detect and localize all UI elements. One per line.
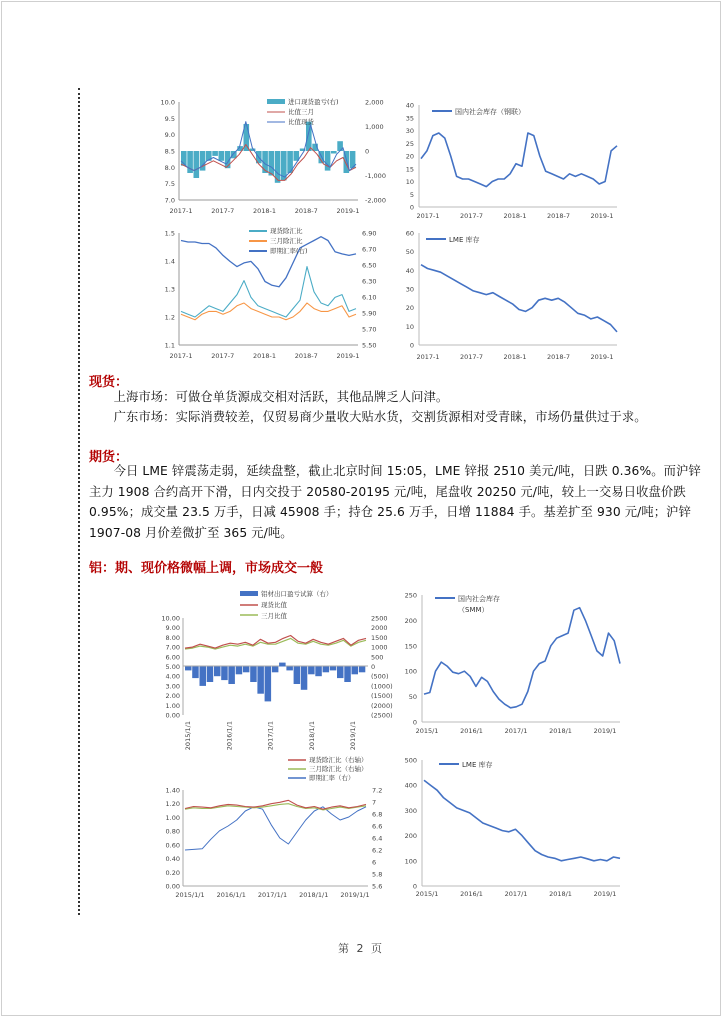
y-tick-label: 500 [404,756,417,765]
y-tick-label: 2500 [371,614,388,623]
y-tick-label: 20 [405,304,414,313]
x-tick-label: 2019-1 [336,207,360,215]
bar-export-margin [344,667,351,683]
y-tick-label: 6.90 [362,229,377,238]
y-tick-label: 1.4 [164,257,175,266]
legend-spot: 现货除汇比 [270,227,303,235]
line-fx-rate [185,807,366,850]
line-social-inventory [424,608,620,708]
aluminum-export-margin-chart [150,585,393,751]
bar-export-margin [301,667,308,690]
bar-export-margin [286,667,293,671]
line-lme-inventory [424,780,620,861]
y-tick-label: 0.00 [165,882,180,891]
legend-label: 国内社会库存 [458,595,500,603]
x-tick-label: 2018-1 [503,353,527,361]
spot-heading: 现货： [89,375,129,390]
legend-fx: 即期汇率(右) [270,247,308,255]
legend-label-sub: （SMM） [458,606,489,614]
bar-export-margin [221,667,228,681]
y-tick-label: 10 [405,322,414,331]
y-tick-label: 150 [404,642,417,651]
y-tick-label: 10 [405,178,414,186]
y-tick-label: 1500 [371,633,388,642]
y-tick-label: 20 [405,152,414,161]
y-tick-label: 6.50 [362,261,377,270]
x-tick-label: 2017-7 [459,212,484,220]
legend-three-month: 三月除汇比 [270,237,303,245]
y-tick-label: 6.10 [362,293,377,302]
aluminum-section-heading: 铝：期、现价格微幅上调，市场成交一般 [89,561,324,576]
spot-guangdong-paragraph: 广东市场：实际消费较差，仅贸易商少量收大贴水货，交割货源相对受青睐，市场仍量供过于求。 [113,410,647,424]
legend-spot: 现货除汇比（右轴） [309,756,368,764]
x-tick-label: 2018-7 [546,212,571,220]
bar-export-margin [207,667,214,683]
y-tick-label: (1500) [371,692,393,701]
y-tick-label: 0.40 [165,855,180,864]
y-tick-label: 10.00 [161,614,180,623]
bar-export-margin [294,667,301,685]
x-tick-label: 2019-1 [590,353,614,361]
x-tick-label: 2019-1 [336,352,360,360]
y-tick-label: 35 [405,114,414,123]
x-tick-label: 2018-1 [252,207,277,215]
zinc-social-inventory-chart [392,97,624,225]
x-tick-label: 2015/1/1 [175,891,205,899]
x-tick-label: 2018-1 [252,352,277,360]
legend-spot: 现货比值 [261,601,287,609]
bar-import-margin [212,151,218,156]
y-tick-label: 50 [405,248,414,257]
x-tick-label: 2017-1 [169,207,193,215]
aluminum-social-inventory-chart [395,588,627,738]
x-tick-label: 2017/1 [504,890,528,898]
bar-import-margin [325,151,331,171]
y-tick-label: 10.0 [160,98,175,107]
bar-export-margin [228,667,235,685]
left-margin-dotted-rule [78,88,80,915]
zinc-lme-inventory-chart [392,225,624,365]
x-tick-label: 2017/1/1 [257,891,288,899]
x-tick-label: 2016/1 [460,890,483,898]
y-tick-label: 0.20 [165,868,180,877]
y-tick-label: 1000 [371,643,388,652]
y-tick-label: 6.6 [372,822,383,831]
x-tick-label: 2016/1/1 [216,891,246,899]
y-tick-label: 1.40 [165,786,180,795]
x-tick-label: 2017-7 [211,352,235,360]
x-tick-label: 2018-7 [546,353,571,361]
x-tick-label: 2017/1/1 [266,721,275,751]
bar-export-margin [359,667,366,673]
y-tick-label: 7.0 [164,196,175,205]
aluminum-lme-inventory-chart [395,755,627,900]
legend-three-month: 三月除汇比（右轴） [309,765,368,773]
y-tick-label: 30 [405,127,414,135]
y-tick-label: 2,000 [365,98,384,107]
y-tick-label: 0.80 [165,827,180,836]
y-tick-label: 0 [409,341,414,350]
y-tick-label: 60 [405,229,414,238]
y-tick-label: 2000 [371,624,388,633]
x-tick-label: 2015/1/1 [184,721,192,751]
y-tick-label: 500 [371,653,384,662]
bar-export-margin [214,667,221,677]
y-tick-label: (1000) [371,682,393,691]
y-tick-label: 250 [404,591,417,600]
y-tick-label: 0 [412,718,417,727]
y-tick-label: 1.00 [165,813,180,822]
legend-label: 国内社会库存（钢联） [455,108,525,116]
y-tick-label: 200 [404,832,417,841]
bar-import-margin [219,151,225,161]
x-tick-label: 2018-7 [294,207,318,215]
x-tick-label: 2017-1 [416,353,440,361]
y-tick-label: 6.4 [372,834,383,843]
y-tick-label: 100 [404,667,417,676]
bar-import-margin [344,151,350,173]
y-tick-label: 0 [371,663,376,671]
bar-export-margin [308,667,315,675]
y-tick-label: 40 [405,266,414,275]
x-tick-label: 2019/1/1 [349,721,357,751]
y-tick-label: 400 [404,781,417,790]
bar-export-margin [200,667,207,686]
y-tick-label: 1,000 [365,123,384,131]
bar-export-margin [330,667,337,671]
y-tick-label: 5.8 [372,870,383,879]
x-tick-label: 2019/1 [593,727,617,735]
y-tick-label: 5.6 [372,882,383,891]
bar-import-margin [331,151,337,154]
x-tick-label: 2018/1 [549,727,572,735]
x-tick-label: 2016/1/1 [225,721,234,751]
x-tick-label: 2017/1 [504,727,528,735]
x-tick-label: 2018-1 [503,212,527,220]
y-tick-label: -1,000 [365,172,386,180]
x-tick-label: 2019/1 [593,890,617,898]
legend-three-month: 比值三月 [288,108,314,116]
bar-export-margin [192,667,199,679]
y-tick-label: 1.20 [165,800,180,809]
page-footer: 第 2 页 [338,942,384,955]
y-tick-label: 0.00 [165,711,180,720]
spot-shanghai-paragraph: 上海市场：可做仓单货源成交相对活跃，其他品牌乏人问津。 [113,390,449,404]
line-three-month-fx-ratio [181,303,356,320]
y-tick-label: 50 [408,693,417,702]
y-tick-label: 7.5 [164,180,175,189]
y-tick-label: 1.2 [164,313,175,322]
x-tick-label: 2015/1 [415,890,439,898]
bar-export-margin [315,667,322,677]
y-tick-label: 5.50 [362,341,377,350]
y-tick-label: 8.00 [165,633,180,642]
y-tick-label: (2500) [371,711,393,720]
legend-fx: 即期汇率（右） [309,774,355,782]
bar-export-margin [272,667,279,673]
bar-import-margin [269,151,275,176]
bar-export-margin [243,667,250,673]
legend-three-month: 三月比值 [261,612,287,620]
x-tick-label: 2018/1/1 [307,721,316,751]
line-social-inventory [421,133,617,187]
y-tick-label: 0 [412,882,417,891]
y-tick-label: 300 [404,806,417,815]
aluminum-fx-ratio-chart [150,755,388,910]
bar-export-margin [265,667,272,702]
line-three-month-fx-ratio [185,804,366,810]
bar-export-margin [337,667,344,679]
y-tick-label: 6.30 [362,277,377,286]
y-tick-label: 9.00 [165,624,180,633]
legend-spot: 比值现货 [288,118,314,126]
bar-import-margin [337,141,343,151]
futures-paragraph: 今日 LME 锌震荡走弱，延续盘整，截止北京时间 15:05，LME 锌报 2510 美元/吨，日跌 0.36%。而沪锌主力 1908 合约高开下滑，日内交投于 20580-20195 元/吨，尾盘收 20250 元/吨，较上一交易日收盘价跌 0.95%；成交量 23.5 万手，日减 45908 手；持仓 25.6 万手，日增 11884 手。基差扩至 930 元/吨；沪锌 1907-08 月价差微扩至 365 元/吨。 [89,464,701,540]
line-lme-inventory [421,265,617,332]
legend-margin: 进口现货盈亏(右) [288,98,339,106]
y-tick-label: 0.60 [165,841,180,850]
y-tick-label: (500) [371,672,389,681]
y-tick-label: 5.00 [165,663,180,671]
y-tick-label: 4.00 [165,672,180,681]
x-tick-label: 2018/1 [549,890,572,898]
x-tick-label: 2017-7 [211,207,235,215]
x-tick-label: 2019/1/1 [340,891,370,899]
y-tick-label: -2,000 [365,196,386,205]
y-tick-label: 6.70 [362,245,377,254]
y-tick-label: 1.1 [164,341,175,350]
y-tick-label: 9.5 [164,114,175,123]
y-tick-label: 40 [405,101,414,110]
bar-export-margin [323,667,330,673]
zinc-fx-ratio-chart [143,223,393,363]
y-tick-label: 6.2 [372,846,383,855]
zinc-ratio-margin-chart [143,92,393,222]
x-tick-label: 2016/1 [460,727,483,735]
legend-export-margin: 铝材出口盈亏试算（右） [261,590,333,598]
bar-export-margin [279,663,286,667]
x-tick-label: 2017-1 [169,352,193,360]
bar-export-margin [236,667,243,675]
bar-export-margin [250,667,257,683]
legend-label: LME 库存 [462,761,493,769]
legend-swatch-margin [267,99,285,104]
y-tick-label: 5.90 [362,309,377,318]
x-tick-label: 2017-1 [416,212,440,220]
y-tick-label: 7 [372,798,377,807]
y-tick-label: 7.00 [165,643,180,652]
y-tick-label: 1.00 [165,701,180,710]
y-tick-label: 8.5 [164,147,175,156]
line-spot-fx-ratio [181,267,356,317]
y-tick-label: 5.70 [362,325,377,334]
y-tick-label: 0 [409,203,414,212]
y-tick-label: 5 [409,190,414,199]
legend-swatch-export-margin [240,591,258,596]
y-tick-label: 15 [405,165,414,174]
y-tick-label: 7.2 [372,786,383,795]
y-tick-label: 0 [365,147,370,156]
y-tick-label: 6.8 [372,810,383,819]
x-tick-label: 2019-1 [590,212,614,220]
bar-import-margin [194,151,200,178]
x-tick-label: 2018-7 [294,352,318,360]
y-tick-label: 30 [405,285,414,294]
y-tick-label: (2000) [371,701,393,710]
y-tick-label: 2.00 [165,692,180,701]
y-tick-label: 200 [404,616,417,625]
y-tick-label: 100 [404,857,417,866]
x-tick-label: 2017-7 [459,353,484,361]
y-tick-label: 25 [405,139,414,148]
y-tick-label: 1.5 [164,229,175,238]
futures-heading: 期货： [89,450,129,465]
bar-export-margin [352,667,359,675]
line-fx-rate [181,237,356,287]
y-tick-label: 6.00 [165,653,180,662]
bar-export-margin [185,667,192,671]
legend-label: LME 库存 [449,236,480,244]
y-tick-label: 9.0 [164,131,175,140]
bar-export-margin [257,667,264,694]
y-tick-label: 1.3 [164,285,175,294]
y-tick-label: 3.00 [165,682,180,691]
y-tick-label: 6 [372,858,377,867]
x-tick-label: 2018/1/1 [299,891,329,899]
y-tick-label: 8.0 [164,163,175,172]
x-tick-label: 2015/1 [415,727,439,735]
